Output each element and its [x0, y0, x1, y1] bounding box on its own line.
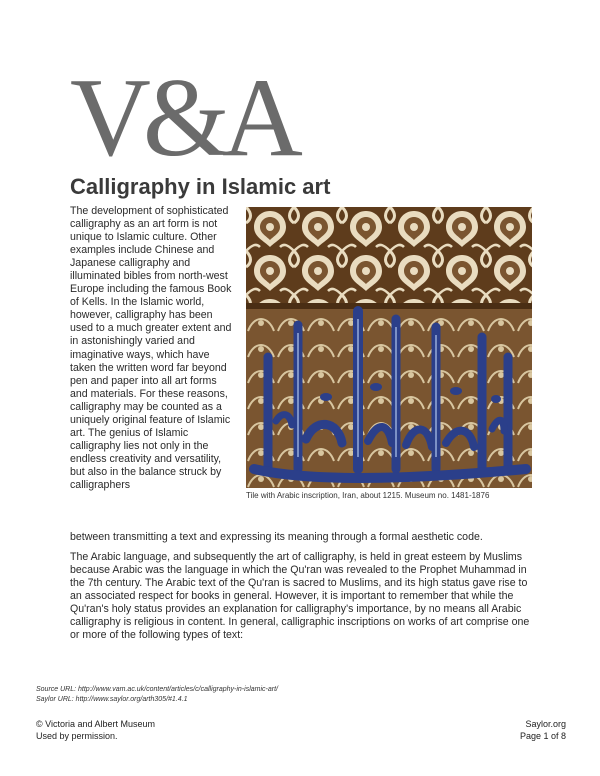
footer-right [520, 719, 566, 742]
source-url[interactable]: Source URL: http://www.vam.ac.uk/content/articles/c/calligraphy-in-islamic-art/ [36, 686, 278, 693]
saylor-url[interactable]: Saylor URL: http://www.saylor.org/arth305/#1.4.1 [36, 696, 188, 703]
source-urls [36, 685, 278, 705]
intro-paragraph-continued: between transmitting a text and expressing its meaning through a formal aesthetic code. [70, 531, 483, 543]
body-paragraph: The Arabic language, and subsequently the art of calligraphy, is held in great esteem by Muslims because Arabic was the language in which the Qu'ran was revealed to the Prophet Muhammad in the 7th century. The Arabic text of the Qu'ran is sacred to Muslims, and its high status gave rise to an associated respect for books in general. However, it is important to remember that while the Qu'ran's holy status provides an explanation for calligraphy's importance, by no means all Arabic calligraphy is religious in content. In general, calligraphic inscriptions on works of art comprise one or more of the following types of text: [70, 551, 530, 641]
footer-left [36, 719, 155, 742]
page-number: Page 1 of 8 [519, 730, 566, 741]
permission-text: Used by permission. [36, 730, 118, 741]
intro-paragraph: The development of sophisticated calligraphy as an art form is not unique to Islamic culture. Other examples include Chinese and Japanese calligraphy and illuminated bibles from north-west Europe including the famous Book of Kells. In the Islamic world, however, calligraphy has been used to a much greater extent and in astonishingly varied and imaginative ways, which have taken the written word far beyond pen and paper into all art forms and materials. For these reasons, calligraphy may be counted as a uniquely original feature of Islamic art. The genius of Islamic calligraphy lies not only in the endless creativity and versatility, but also in the balance struck by calligraphers [70, 205, 232, 491]
arabic-tile-image [246, 207, 532, 488]
va-logo: V&A [70, 56, 295, 180]
site-name: Saylor.org [525, 719, 566, 729]
page-title: Calligraphy in Islamic art [70, 174, 331, 199]
tile-image [246, 207, 532, 488]
copyright-text: © Victoria and Albert Museum [36, 719, 156, 729]
figure-caption: Tile with Arabic inscription, Iran, about 1215. Museum no. 1481-1876 [246, 491, 490, 500]
